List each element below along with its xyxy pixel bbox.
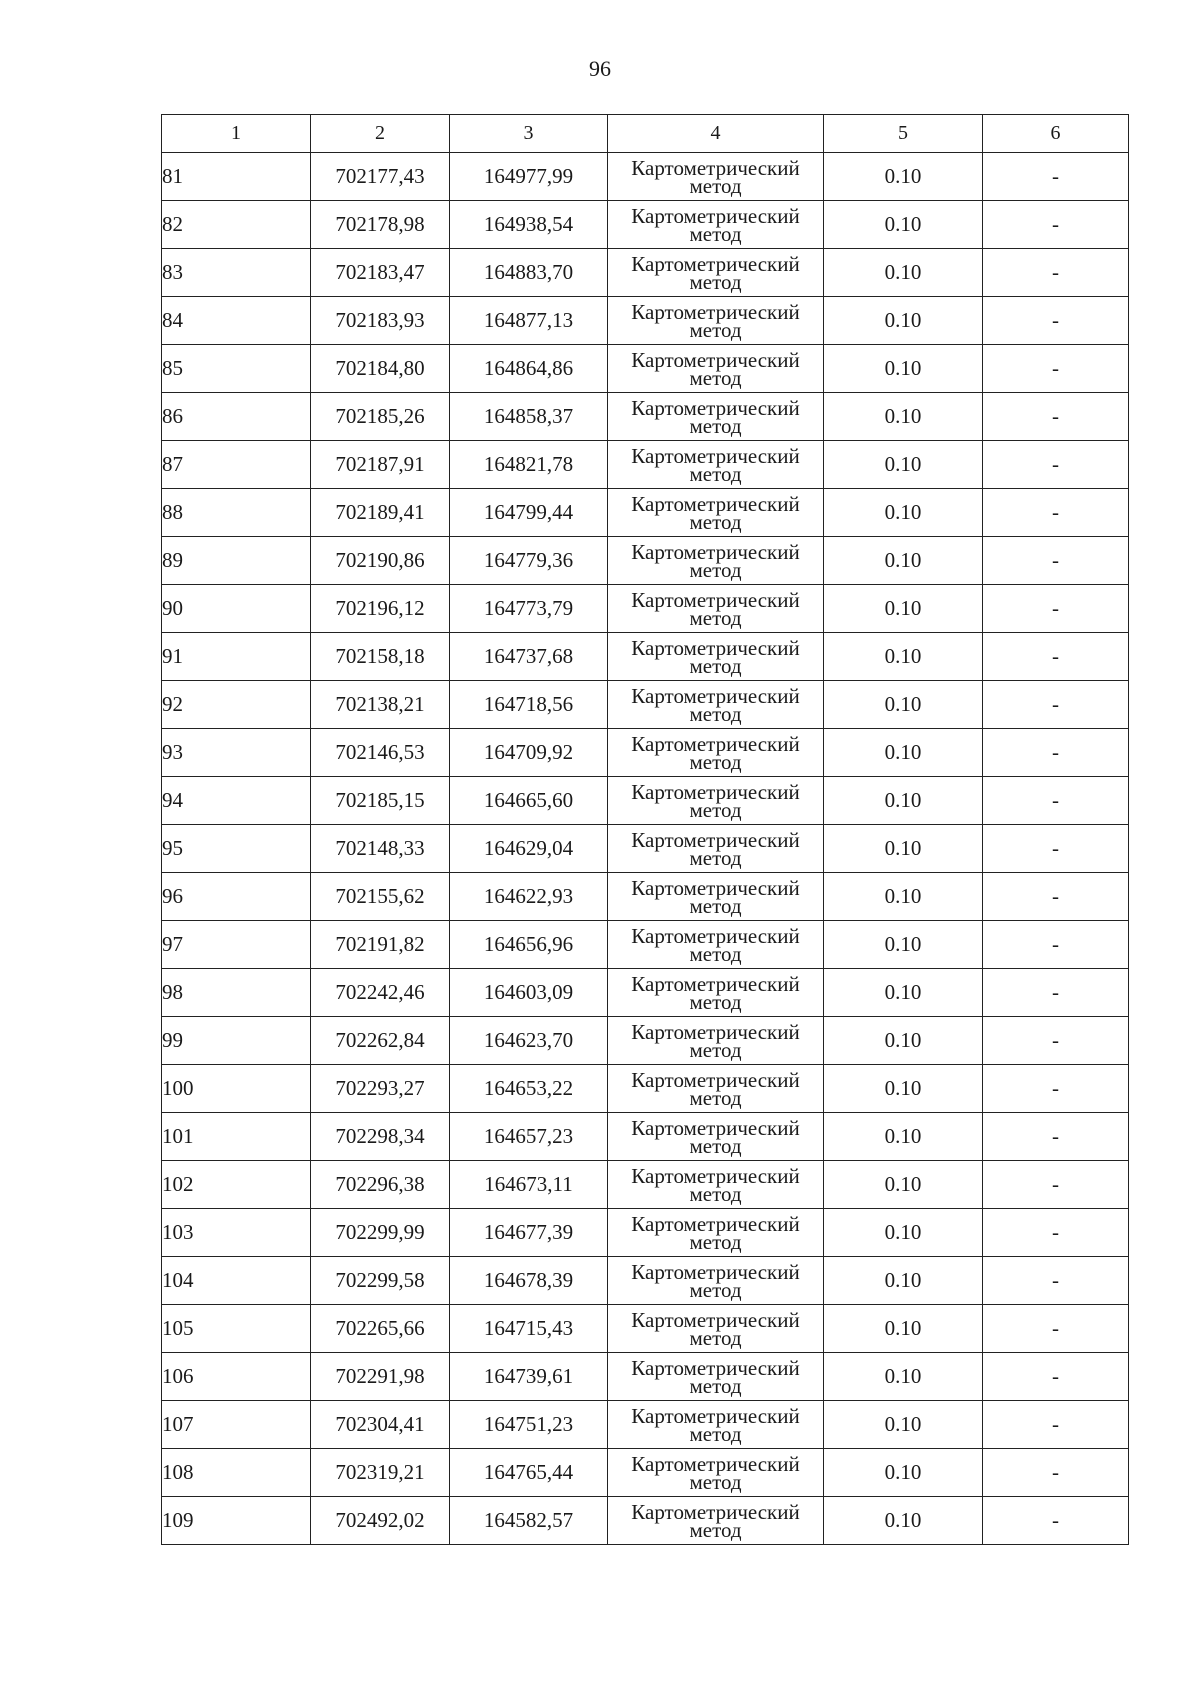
x-coordinate-cell: 702183,47 bbox=[311, 249, 450, 297]
method-line-1: Картометрический bbox=[631, 683, 800, 708]
accuracy-cell: 0.10 bbox=[824, 873, 983, 921]
x-coordinate-cell: 702178,98 bbox=[311, 201, 450, 249]
point-number-cell: 108 bbox=[162, 1449, 311, 1497]
method-line-2: метод bbox=[689, 269, 742, 294]
table-row bbox=[162, 1209, 1129, 1257]
point-number-cell: 100 bbox=[162, 1065, 311, 1113]
point-number-cell: 88 bbox=[162, 489, 311, 537]
y-coordinate-cell: 164622,93 bbox=[450, 873, 608, 921]
point-number-cell: 107 bbox=[162, 1401, 311, 1449]
point-number-cell: 84 bbox=[162, 297, 311, 345]
extra-cell: - bbox=[983, 1497, 1129, 1545]
point-number-cell: 90 bbox=[162, 585, 311, 633]
extra-cell: - bbox=[983, 633, 1129, 681]
x-coordinate-cell: 702293,27 bbox=[311, 1065, 450, 1113]
accuracy-cell: 0.10 bbox=[824, 1113, 983, 1161]
accuracy-cell: 0.10 bbox=[824, 441, 983, 489]
method-line-2: метод bbox=[689, 557, 742, 582]
extra-cell: - bbox=[983, 921, 1129, 969]
method-line-1: Картометрический bbox=[631, 1499, 800, 1524]
method-cell bbox=[608, 969, 824, 1017]
extra-cell: - bbox=[983, 1209, 1129, 1257]
extra-cell: - bbox=[983, 489, 1129, 537]
accuracy-cell: 0.10 bbox=[824, 777, 983, 825]
y-coordinate-cell: 164883,70 bbox=[450, 249, 608, 297]
method-line-1: Картометрический bbox=[631, 971, 800, 996]
method-cell bbox=[608, 1449, 824, 1497]
extra-cell: - bbox=[983, 1401, 1129, 1449]
table-row bbox=[162, 681, 1129, 729]
table-row bbox=[162, 1017, 1129, 1065]
method-line-1: Картометрический bbox=[631, 1211, 800, 1236]
method-cell bbox=[608, 1257, 824, 1305]
header-cell-5: 5 bbox=[824, 115, 983, 153]
point-number-cell: 101 bbox=[162, 1113, 311, 1161]
table-row bbox=[162, 777, 1129, 825]
method-line-2: метод bbox=[689, 749, 742, 774]
table-row bbox=[162, 1353, 1129, 1401]
table-row bbox=[162, 489, 1129, 537]
method-line-1: Картометрический bbox=[631, 1163, 800, 1188]
method-line-2: метод bbox=[689, 1421, 742, 1446]
method-line-2: метод bbox=[689, 509, 742, 534]
extra-cell: - bbox=[983, 681, 1129, 729]
method-cell bbox=[608, 345, 824, 393]
method-line-1: Картометрический bbox=[631, 587, 800, 612]
y-coordinate-cell: 164779,36 bbox=[450, 537, 608, 585]
method-cell bbox=[608, 1017, 824, 1065]
method-cell bbox=[608, 201, 824, 249]
extra-cell: - bbox=[983, 153, 1129, 201]
method-line-2: метод bbox=[689, 941, 742, 966]
accuracy-cell: 0.10 bbox=[824, 1209, 983, 1257]
point-number-cell: 103 bbox=[162, 1209, 311, 1257]
point-number-cell: 95 bbox=[162, 825, 311, 873]
point-number-cell: 97 bbox=[162, 921, 311, 969]
method-line-1: Картометрический bbox=[631, 731, 800, 756]
table-row bbox=[162, 441, 1129, 489]
x-coordinate-cell: 702158,18 bbox=[311, 633, 450, 681]
y-coordinate-cell: 164623,70 bbox=[450, 1017, 608, 1065]
method-line-1: Картометрический bbox=[631, 491, 800, 516]
point-number-cell: 93 bbox=[162, 729, 311, 777]
method-line-1: Картометрический bbox=[631, 299, 800, 324]
method-cell bbox=[608, 1209, 824, 1257]
method-cell bbox=[608, 825, 824, 873]
y-coordinate-cell: 164665,60 bbox=[450, 777, 608, 825]
extra-cell: - bbox=[983, 393, 1129, 441]
table-row bbox=[162, 921, 1129, 969]
table-row bbox=[162, 249, 1129, 297]
extra-cell: - bbox=[983, 1161, 1129, 1209]
accuracy-cell: 0.10 bbox=[824, 1353, 983, 1401]
point-number-cell: 86 bbox=[162, 393, 311, 441]
point-number-cell: 92 bbox=[162, 681, 311, 729]
point-number-cell: 104 bbox=[162, 1257, 311, 1305]
method-line-1: Картометрический bbox=[631, 1403, 800, 1428]
table-row bbox=[162, 345, 1129, 393]
method-line-1: Картометрический bbox=[631, 1019, 800, 1044]
table-row bbox=[162, 1497, 1129, 1545]
accuracy-cell: 0.10 bbox=[824, 153, 983, 201]
method-line-1: Картометрический bbox=[631, 1355, 800, 1380]
x-coordinate-cell: 702191,82 bbox=[311, 921, 450, 969]
y-coordinate-cell: 164821,78 bbox=[450, 441, 608, 489]
point-number-cell: 94 bbox=[162, 777, 311, 825]
y-coordinate-cell: 164656,96 bbox=[450, 921, 608, 969]
x-coordinate-cell: 702196,12 bbox=[311, 585, 450, 633]
accuracy-cell: 0.10 bbox=[824, 825, 983, 873]
accuracy-cell: 0.10 bbox=[824, 1305, 983, 1353]
method-cell bbox=[608, 1353, 824, 1401]
method-cell bbox=[608, 249, 824, 297]
extra-cell: - bbox=[983, 969, 1129, 1017]
y-coordinate-cell: 164709,92 bbox=[450, 729, 608, 777]
table-row bbox=[162, 393, 1129, 441]
method-line-2: метод bbox=[689, 413, 742, 438]
extra-cell: - bbox=[983, 1065, 1129, 1113]
point-number-cell: 98 bbox=[162, 969, 311, 1017]
method-line-2: метод bbox=[689, 989, 742, 1014]
method-line-2: метод bbox=[689, 173, 742, 198]
method-line-1: Картометрический bbox=[631, 635, 800, 660]
table-row bbox=[162, 1161, 1129, 1209]
point-number-cell: 81 bbox=[162, 153, 311, 201]
point-number-cell: 109 bbox=[162, 1497, 311, 1545]
accuracy-cell: 0.10 bbox=[824, 345, 983, 393]
point-number-cell: 96 bbox=[162, 873, 311, 921]
header-cell-6: 6 bbox=[983, 115, 1129, 153]
y-coordinate-cell: 164657,23 bbox=[450, 1113, 608, 1161]
method-cell bbox=[608, 585, 824, 633]
table-row bbox=[162, 1113, 1129, 1161]
y-coordinate-cell: 164677,39 bbox=[450, 1209, 608, 1257]
x-coordinate-cell: 702304,41 bbox=[311, 1401, 450, 1449]
method-cell bbox=[608, 393, 824, 441]
table-body bbox=[162, 153, 1129, 1545]
method-cell bbox=[608, 1113, 824, 1161]
method-line-1: Картометрический bbox=[631, 203, 800, 228]
x-coordinate-cell: 702177,43 bbox=[311, 153, 450, 201]
y-coordinate-cell: 164938,54 bbox=[450, 201, 608, 249]
x-coordinate-cell: 702185,15 bbox=[311, 777, 450, 825]
table-row bbox=[162, 1065, 1129, 1113]
method-line-2: метод bbox=[689, 797, 742, 822]
table-row bbox=[162, 585, 1129, 633]
extra-cell: - bbox=[983, 1305, 1129, 1353]
x-coordinate-cell: 702185,26 bbox=[311, 393, 450, 441]
table-row bbox=[162, 873, 1129, 921]
method-line-2: метод bbox=[689, 653, 742, 678]
method-line-1: Картометрический bbox=[631, 395, 800, 420]
method-line-2: метод bbox=[689, 893, 742, 918]
y-coordinate-cell: 164718,56 bbox=[450, 681, 608, 729]
x-coordinate-cell: 702148,33 bbox=[311, 825, 450, 873]
extra-cell: - bbox=[983, 345, 1129, 393]
accuracy-cell: 0.10 bbox=[824, 297, 983, 345]
x-coordinate-cell: 702184,80 bbox=[311, 345, 450, 393]
table-row bbox=[162, 633, 1129, 681]
accuracy-cell: 0.10 bbox=[824, 393, 983, 441]
method-line-1: Картометрический bbox=[631, 1259, 800, 1284]
point-number-cell: 82 bbox=[162, 201, 311, 249]
method-cell bbox=[608, 153, 824, 201]
method-line-1: Картометрический bbox=[631, 779, 800, 804]
point-number-cell: 105 bbox=[162, 1305, 311, 1353]
y-coordinate-cell: 164751,23 bbox=[450, 1401, 608, 1449]
header-cell-1: 1 bbox=[162, 115, 311, 153]
method-cell bbox=[608, 777, 824, 825]
y-coordinate-cell: 164737,68 bbox=[450, 633, 608, 681]
method-line-1: Картометрический bbox=[631, 827, 800, 852]
extra-cell: - bbox=[983, 297, 1129, 345]
extra-cell: - bbox=[983, 1449, 1129, 1497]
method-cell bbox=[608, 1305, 824, 1353]
method-line-2: метод bbox=[689, 701, 742, 726]
method-line-2: метод bbox=[689, 1181, 742, 1206]
point-number-cell: 85 bbox=[162, 345, 311, 393]
x-coordinate-cell: 702189,41 bbox=[311, 489, 450, 537]
coordinates-table bbox=[161, 114, 1129, 1545]
extra-cell: - bbox=[983, 777, 1129, 825]
point-number-cell: 99 bbox=[162, 1017, 311, 1065]
y-coordinate-cell: 164977,99 bbox=[450, 153, 608, 201]
method-cell bbox=[608, 1401, 824, 1449]
accuracy-cell: 0.10 bbox=[824, 1401, 983, 1449]
y-coordinate-cell: 164653,22 bbox=[450, 1065, 608, 1113]
x-coordinate-cell: 702242,46 bbox=[311, 969, 450, 1017]
table-row bbox=[162, 1401, 1129, 1449]
y-coordinate-cell: 164603,09 bbox=[450, 969, 608, 1017]
method-cell bbox=[608, 681, 824, 729]
method-line-1: Картометрический bbox=[631, 923, 800, 948]
extra-cell: - bbox=[983, 873, 1129, 921]
method-line-1: Картометрический bbox=[631, 443, 800, 468]
extra-cell: - bbox=[983, 1017, 1129, 1065]
method-line-1: Картометрический bbox=[631, 251, 800, 276]
accuracy-cell: 0.10 bbox=[824, 201, 983, 249]
y-coordinate-cell: 164773,79 bbox=[450, 585, 608, 633]
method-line-1: Картометрический bbox=[631, 347, 800, 372]
x-coordinate-cell: 702319,21 bbox=[311, 1449, 450, 1497]
x-coordinate-cell: 702291,98 bbox=[311, 1353, 450, 1401]
accuracy-cell: 0.10 bbox=[824, 633, 983, 681]
point-number-cell: 91 bbox=[162, 633, 311, 681]
table-row bbox=[162, 153, 1129, 201]
method-line-2: метод bbox=[689, 1469, 742, 1494]
method-line-2: метод bbox=[689, 1037, 742, 1062]
y-coordinate-cell: 164739,61 bbox=[450, 1353, 608, 1401]
accuracy-cell: 0.10 bbox=[824, 537, 983, 585]
method-cell bbox=[608, 633, 824, 681]
accuracy-cell: 0.10 bbox=[824, 585, 983, 633]
method-line-1: Картометрический bbox=[631, 1067, 800, 1092]
x-coordinate-cell: 702265,66 bbox=[311, 1305, 450, 1353]
extra-cell: - bbox=[983, 1113, 1129, 1161]
method-line-2: метод bbox=[689, 1133, 742, 1158]
x-coordinate-cell: 702155,62 bbox=[311, 873, 450, 921]
method-line-2: метод bbox=[689, 1325, 742, 1350]
method-line-2: метод bbox=[689, 1373, 742, 1398]
method-cell bbox=[608, 1065, 824, 1113]
y-coordinate-cell: 164629,04 bbox=[450, 825, 608, 873]
method-line-2: метод bbox=[689, 605, 742, 630]
table-row bbox=[162, 297, 1129, 345]
extra-cell: - bbox=[983, 825, 1129, 873]
method-line-1: Картометрический bbox=[631, 1451, 800, 1476]
y-coordinate-cell: 164858,37 bbox=[450, 393, 608, 441]
method-line-2: метод bbox=[689, 1085, 742, 1110]
point-number-cell: 106 bbox=[162, 1353, 311, 1401]
method-line-1: Картометрический bbox=[631, 1307, 800, 1332]
x-coordinate-cell: 702299,99 bbox=[311, 1209, 450, 1257]
x-coordinate-cell: 702138,21 bbox=[311, 681, 450, 729]
y-coordinate-cell: 164864,86 bbox=[450, 345, 608, 393]
method-line-2: метод bbox=[689, 1517, 742, 1542]
y-coordinate-cell: 164673,11 bbox=[450, 1161, 608, 1209]
x-coordinate-cell: 702296,38 bbox=[311, 1161, 450, 1209]
table-row bbox=[162, 537, 1129, 585]
point-number-cell: 89 bbox=[162, 537, 311, 585]
table-header bbox=[162, 115, 1129, 153]
accuracy-cell: 0.10 bbox=[824, 729, 983, 777]
method-line-1: Картометрический bbox=[631, 875, 800, 900]
accuracy-cell: 0.10 bbox=[824, 249, 983, 297]
accuracy-cell: 0.10 bbox=[824, 1017, 983, 1065]
accuracy-cell: 0.10 bbox=[824, 489, 983, 537]
method-cell bbox=[608, 297, 824, 345]
page-number: 96 bbox=[589, 56, 611, 81]
x-coordinate-cell: 702146,53 bbox=[311, 729, 450, 777]
table-row bbox=[162, 969, 1129, 1017]
table-row bbox=[162, 729, 1129, 777]
method-line-2: метод bbox=[689, 365, 742, 390]
method-cell bbox=[608, 1161, 824, 1209]
y-coordinate-cell: 164715,43 bbox=[450, 1305, 608, 1353]
point-number-cell: 87 bbox=[162, 441, 311, 489]
x-coordinate-cell: 702492,02 bbox=[311, 1497, 450, 1545]
method-cell bbox=[608, 1497, 824, 1545]
accuracy-cell: 0.10 bbox=[824, 969, 983, 1017]
method-line-2: метод bbox=[689, 1229, 742, 1254]
extra-cell: - bbox=[983, 1257, 1129, 1305]
y-coordinate-cell: 164765,44 bbox=[450, 1449, 608, 1497]
method-line-1: Картометрический bbox=[631, 1115, 800, 1140]
accuracy-cell: 0.10 bbox=[824, 921, 983, 969]
table-row bbox=[162, 825, 1129, 873]
x-coordinate-cell: 702298,34 bbox=[311, 1113, 450, 1161]
accuracy-cell: 0.10 bbox=[824, 1497, 983, 1545]
header-cell-3: 3 bbox=[450, 115, 608, 153]
y-coordinate-cell: 164877,13 bbox=[450, 297, 608, 345]
y-coordinate-cell: 164799,44 bbox=[450, 489, 608, 537]
method-cell bbox=[608, 537, 824, 585]
y-coordinate-cell: 164582,57 bbox=[450, 1497, 608, 1545]
table-row bbox=[162, 1257, 1129, 1305]
header-cell-2: 2 bbox=[311, 115, 450, 153]
method-cell bbox=[608, 921, 824, 969]
extra-cell: - bbox=[983, 1353, 1129, 1401]
table-row bbox=[162, 1305, 1129, 1353]
method-cell bbox=[608, 489, 824, 537]
accuracy-cell: 0.10 bbox=[824, 1449, 983, 1497]
x-coordinate-cell: 702262,84 bbox=[311, 1017, 450, 1065]
method-line-1: Картометрический bbox=[631, 539, 800, 564]
method-cell bbox=[608, 873, 824, 921]
extra-cell: - bbox=[983, 249, 1129, 297]
table-row bbox=[162, 201, 1129, 249]
accuracy-cell: 0.10 bbox=[824, 1257, 983, 1305]
method-line-2: метод bbox=[689, 221, 742, 246]
method-line-2: метод bbox=[689, 845, 742, 870]
point-number-cell: 102 bbox=[162, 1161, 311, 1209]
x-coordinate-cell: 702187,91 bbox=[311, 441, 450, 489]
extra-cell: - bbox=[983, 441, 1129, 489]
header-row bbox=[162, 115, 1129, 153]
extra-cell: - bbox=[983, 201, 1129, 249]
accuracy-cell: 0.10 bbox=[824, 681, 983, 729]
accuracy-cell: 0.10 bbox=[824, 1161, 983, 1209]
extra-cell: - bbox=[983, 729, 1129, 777]
x-coordinate-cell: 702183,93 bbox=[311, 297, 450, 345]
method-line-1: Картометрический bbox=[631, 155, 800, 180]
table-row bbox=[162, 1449, 1129, 1497]
header-cell-4: 4 bbox=[608, 115, 824, 153]
method-cell bbox=[608, 729, 824, 777]
method-cell bbox=[608, 441, 824, 489]
method-line-2: метод bbox=[689, 461, 742, 486]
extra-cell: - bbox=[983, 537, 1129, 585]
accuracy-cell: 0.10 bbox=[824, 1065, 983, 1113]
x-coordinate-cell: 702299,58 bbox=[311, 1257, 450, 1305]
extra-cell: - bbox=[983, 585, 1129, 633]
method-line-2: метод bbox=[689, 317, 742, 342]
point-number-cell: 83 bbox=[162, 249, 311, 297]
y-coordinate-cell: 164678,39 bbox=[450, 1257, 608, 1305]
method-line-2: метод bbox=[689, 1277, 742, 1302]
x-coordinate-cell: 702190,86 bbox=[311, 537, 450, 585]
